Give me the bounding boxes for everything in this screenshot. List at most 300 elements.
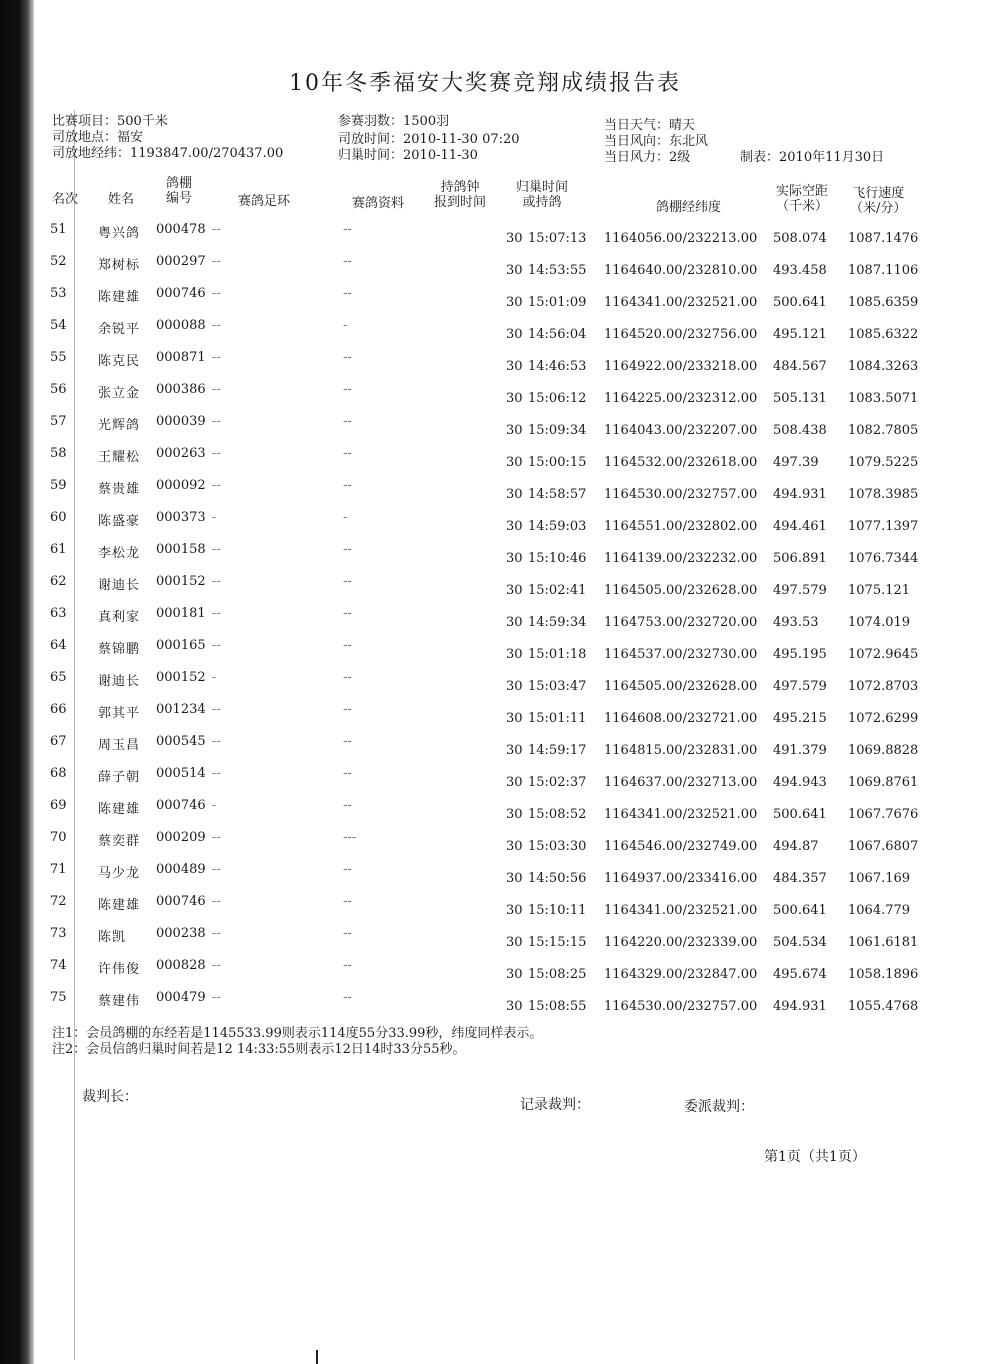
cell-ring: -- [212,702,221,717]
cell-rank: 58 [50,446,67,461]
cell-coord: 1164341.00/232521.00 [604,807,758,822]
cell-id: 000489 [156,862,206,877]
cell-ring: -- [212,318,221,333]
header-loft-no-line1: 鸽棚 [166,176,193,191]
cell-ring: -- [212,478,221,493]
cell-name: 余锐平 [98,322,141,337]
cell-day: 30 [506,551,523,566]
cell-name: 王耀松 [98,450,141,465]
cell-name: 郭其平 [98,706,141,721]
cell-ring: -- [212,862,221,877]
cell-dist: 491.379 [773,743,827,758]
table-row [0,830,1000,854]
cell-day: 30 [506,583,523,598]
cell-id: 000263 [156,446,206,461]
header-coord: 鸽棚经纬度 [656,200,722,215]
table-row [0,350,1000,374]
table-row [0,638,1000,662]
cell-info: --- [343,830,357,845]
cell-rank: 73 [50,926,67,941]
info-coords: 司放地经纬：1193847.00/270437.00 [52,146,284,161]
cell-name: 陈盛豪 [98,514,141,529]
cell-name: 周玉昌 [98,738,141,753]
cell-coord: 1164922.00/233218.00 [604,359,758,374]
cell-name: 蔡建伟 [98,994,141,1009]
cell-id: 000746 [156,286,206,301]
table-row [0,862,1000,886]
header-loft-no-line2: 编号 [166,191,193,206]
cell-info: -- [343,734,352,749]
cell-time: 15:01:18 [528,647,587,662]
cell-id: 000828 [156,958,206,973]
cell-id: 000158 [156,542,206,557]
cell-info: -- [343,798,352,813]
cell-rank: 52 [50,254,67,269]
cell-id: 000152 [156,574,206,589]
header-distance-line2: （千米） [776,199,829,214]
table-row [0,574,1000,598]
cell-rank: 68 [50,766,67,781]
header-clock-line2: 报到时间 [434,195,487,210]
cell-ring: -- [212,574,221,589]
cell-rank: 62 [50,574,67,589]
cell-name: 真利家 [98,610,141,625]
info-weather: 当日天气：晴天 [604,118,696,133]
cell-time: 15:10:11 [528,903,587,918]
cell-rank: 65 [50,670,67,685]
cell-name: 谢迪长 [98,674,141,689]
cell-info: -- [343,478,352,493]
note-2: 注2：会员信鸽归巢时间若是12 14:33:55则表示12日14时33分55秒。 [52,1042,466,1057]
cell-day: 30 [506,839,523,854]
cell-rank: 71 [50,862,67,877]
cell-dist: 495.674 [773,967,827,982]
table-row [0,926,1000,950]
header-ring: 赛鸽足环 [238,194,291,209]
cell-dist: 493.458 [773,263,827,278]
cell-id: 000545 [156,734,206,749]
cell-rank: 74 [50,958,67,973]
cell-day: 30 [506,295,523,310]
cell-name: 光辉鸽 [98,418,141,433]
cell-ring: -- [212,638,221,653]
cell-coord: 1164530.00/232757.00 [604,487,758,502]
cell-day: 30 [506,615,523,630]
cell-id: 000039 [156,414,206,429]
cell-speed: 1061.6181 [848,935,919,950]
table-row [0,222,1000,246]
cell-info: -- [343,862,352,877]
cell-name: 陈建雄 [98,898,141,913]
cell-name: 蔡奕群 [98,834,141,849]
cell-time: 14:59:34 [528,615,587,630]
cell-speed: 1087.1476 [848,231,919,246]
cell-coord: 1164220.00/232339.00 [604,935,758,950]
cell-time: 15:03:30 [528,839,587,854]
cell-coord: 1164537.00/232730.00 [604,647,758,662]
cell-info: -- [343,670,352,685]
cell-ring: -- [212,926,221,941]
cell-name: 许伟俊 [98,962,141,977]
cell-dist: 508.438 [773,423,827,438]
cell-time: 15:02:41 [528,583,587,598]
table-row [0,318,1000,342]
cell-dist: 494.87 [773,839,819,854]
header-name: 姓名 [108,192,135,207]
info-release-time: 司放时间：2010-11-30 07:20 [338,132,520,147]
cell-info: -- [343,894,352,909]
header-rank: 名次 [52,192,79,207]
cell-coord: 1164546.00/232749.00 [604,839,758,854]
cell-day: 30 [506,903,523,918]
cell-day: 30 [506,935,523,950]
cell-coord: 1164225.00/232312.00 [604,391,758,406]
cell-id: 000514 [156,766,206,781]
cell-coord: 1164637.00/232713.00 [604,775,758,790]
cell-ring: -- [212,766,221,781]
cell-speed: 1082.7805 [848,423,919,438]
table-row [0,510,1000,534]
table-row [0,670,1000,694]
cell-speed: 1072.6299 [848,711,919,726]
cell-speed: 1055.4768 [848,999,919,1014]
header-speed [850,186,906,216]
cell-rank: 53 [50,286,67,301]
cell-rank: 59 [50,478,67,493]
cell-speed: 1077.1397 [848,519,919,534]
cell-rank: 67 [50,734,67,749]
cell-time: 14:56:04 [528,327,587,342]
cell-time: 14:46:53 [528,359,587,374]
page-number: 第1页（共1页） [764,1149,866,1165]
cell-day: 30 [506,263,523,278]
cell-rank: 75 [50,990,67,1005]
table-row [0,382,1000,406]
cell-info: -- [343,286,352,301]
cell-info: -- [343,254,352,269]
cell-info: -- [343,382,352,397]
cell-dist: 495.195 [773,647,827,662]
cell-info: -- [343,446,352,461]
cell-rank: 60 [50,510,67,525]
cell-speed: 1069.8828 [848,743,919,758]
cell-info: -- [343,542,352,557]
cell-coord: 1164329.00/232847.00 [604,967,758,982]
cell-rank: 55 [50,350,67,365]
cell-ring: -- [212,382,221,397]
table-row [0,766,1000,790]
cell-id: 000209 [156,830,206,845]
cell-name: 薛子朝 [98,770,141,785]
cell-id: 000152 [156,670,206,685]
cell-rank: 51 [50,222,67,237]
cell-day: 30 [506,871,523,886]
cell-dist: 484.567 [773,359,827,374]
cell-dist: 494.931 [773,487,827,502]
info-made-date: 制表：2010年11月30日 [740,150,885,165]
cell-time: 15:00:15 [528,455,587,470]
cell-speed: 1076.7344 [848,551,919,566]
cell-rank: 57 [50,414,67,429]
cell-day: 30 [506,327,523,342]
cell-day: 30 [506,487,523,502]
cell-time: 15:03:47 [528,679,587,694]
cell-name: 陈建雄 [98,802,141,817]
cell-rank: 56 [50,382,67,397]
cell-coord: 1164520.00/232756.00 [604,327,758,342]
cell-speed: 1072.9645 [848,647,919,662]
cell-coord: 1164753.00/232720.00 [604,615,758,630]
cell-day: 30 [506,743,523,758]
cell-dist: 497.579 [773,583,827,598]
cell-time: 14:50:56 [528,871,587,886]
table-row [0,254,1000,278]
cell-day: 30 [506,967,523,982]
cell-name: 陈克民 [98,354,141,369]
cell-id: 000165 [156,638,206,653]
cell-coord: 1164815.00/232831.00 [604,743,758,758]
cell-dist: 497.39 [773,455,819,470]
signature-appointed-judge: 委派裁判： [684,1099,754,1115]
cell-name: 粤兴鸽 [98,226,141,241]
cell-coord: 1164341.00/232521.00 [604,903,758,918]
cell-ring: -- [212,606,221,621]
cell-speed: 1074.019 [848,615,911,630]
cell-speed: 1085.6322 [848,327,919,342]
cell-time: 15:02:37 [528,775,587,790]
cell-info: -- [343,350,352,365]
info-event: 比赛项目：500千米 [52,114,168,129]
cell-ring: - [212,510,217,525]
cell-id: 000088 [156,318,206,333]
table-row [0,702,1000,726]
cell-day: 30 [506,999,523,1014]
cell-info: -- [343,638,352,653]
cell-speed: 1079.5225 [848,455,919,470]
cell-rank: 70 [50,830,67,845]
cell-name: 张立金 [98,386,141,401]
cell-dist: 497.579 [773,679,827,694]
cell-coord: 1164551.00/232802.00 [604,519,758,534]
header-speed-line2: （米/分） [850,201,907,216]
table-row [0,734,1000,758]
cell-coord: 1164341.00/232521.00 [604,295,758,310]
cell-ring: -- [212,254,221,269]
cell-day: 30 [506,231,523,246]
cell-rank: 61 [50,542,67,557]
cell-time: 15:09:34 [528,423,587,438]
info-wind-direction: 当日风向：东北风 [604,134,709,149]
cell-dist: 484.357 [773,871,827,886]
cell-time: 14:59:17 [528,743,587,758]
cell-id: 000297 [156,254,206,269]
cell-rank: 69 [50,798,67,813]
scan-mark [316,1350,318,1364]
cell-speed: 1085.6359 [848,295,919,310]
cell-ring: -- [212,958,221,973]
header-info: 赛鸽资料 [352,196,405,211]
cell-ring: - [212,798,217,813]
cell-ring: -- [212,990,221,1005]
cell-day: 30 [506,359,523,374]
cell-day: 30 [506,807,523,822]
cell-dist: 500.641 [773,807,827,822]
cell-name: 蔡锦鹏 [98,642,141,657]
cell-name: 马少龙 [98,866,141,881]
cell-info: -- [343,606,352,621]
cell-coord: 1164937.00/233416.00 [604,871,758,886]
cell-speed: 1072.8703 [848,679,919,694]
cell-time: 15:15:15 [528,935,587,950]
cell-id: 000386 [156,382,206,397]
cell-coord: 1164530.00/232757.00 [604,999,758,1014]
cell-id: 000478 [156,222,206,237]
cell-speed: 1067.169 [848,871,911,886]
cell-time: 15:07:13 [528,231,587,246]
cell-rank: 54 [50,318,67,333]
cell-dist: 506.891 [773,551,827,566]
table-row [0,286,1000,310]
cell-speed: 1083.5071 [848,391,919,406]
cell-name: 陈凯 [98,930,127,945]
cell-dist: 494.943 [773,775,827,790]
cell-dist: 500.641 [773,903,827,918]
cell-dist: 494.461 [773,519,827,534]
table-row [0,446,1000,470]
cell-dist: 495.121 [773,327,827,342]
info-return-time: 归巢时间：2010-11-30 [338,148,478,163]
header-clock-line1: 持鸽钟 [440,180,480,195]
cell-id: 000746 [156,894,206,909]
note-1: 注1：会员鸽棚的东经若是1145533.99则表示114度55分33.99秒，纬度同样表示。 [52,1026,543,1041]
cell-speed: 1075.121 [848,583,911,598]
cell-day: 30 [506,679,523,694]
cell-speed: 1058.1896 [848,967,919,982]
table-row [0,958,1000,982]
table-row [0,414,1000,438]
cell-time: 14:59:03 [528,519,587,534]
cell-id: 000746 [156,798,206,813]
cell-name: 郑树标 [98,258,141,273]
cell-coord: 1164505.00/232628.00 [604,583,758,598]
cell-info: -- [343,766,352,781]
header-distance [776,184,828,214]
cell-id: 000373 [156,510,206,525]
cell-time: 14:53:55 [528,263,587,278]
header-return-line2: 或持鸽 [522,195,562,210]
cell-day: 30 [506,775,523,790]
cell-ring: -- [212,286,221,301]
cell-id: 001234 [156,702,206,717]
cell-ring: -- [212,222,221,237]
table-row [0,798,1000,822]
header-loft-no [166,176,192,206]
cell-info: -- [343,414,352,429]
cell-time: 15:08:25 [528,967,587,982]
cell-day: 30 [506,647,523,662]
cell-speed: 1067.7676 [848,807,919,822]
cell-ring: -- [212,734,221,749]
cell-rank: 66 [50,702,67,717]
cell-time: 14:58:57 [528,487,587,502]
cell-name: 蔡贵雄 [98,482,141,497]
cell-time: 15:08:52 [528,807,587,822]
table-row [0,478,1000,502]
cell-day: 30 [506,391,523,406]
cell-info: - [343,318,348,333]
info-location: 司放地点：福安 [52,130,144,145]
cell-ring: -- [212,894,221,909]
cell-time: 15:01:09 [528,295,587,310]
cell-coord: 1164043.00/232207.00 [604,423,758,438]
cell-info: -- [343,702,352,717]
cell-speed: 1064.779 [848,903,911,918]
cell-time: 15:10:46 [528,551,587,566]
cell-coord: 1164505.00/232628.00 [604,679,758,694]
cell-info: -- [343,926,352,941]
cell-speed: 1084.3263 [848,359,919,374]
cell-coord: 1164640.00/232810.00 [604,263,758,278]
cell-dist: 504.534 [773,935,827,950]
cell-info: -- [343,574,352,589]
header-clock [434,180,486,210]
header-speed-line1: 飞行速度 [852,186,905,201]
cell-day: 30 [506,519,523,534]
cell-name: 陈建雄 [98,290,141,305]
cell-ring: -- [212,350,221,365]
cell-speed: 1067.6807 [848,839,919,854]
cell-coord: 1164056.00/232213.00 [604,231,758,246]
cell-time: 15:08:55 [528,999,587,1014]
cell-dist: 500.641 [773,295,827,310]
cell-time: 15:06:12 [528,391,587,406]
cell-rank: 72 [50,894,67,909]
cell-coord: 1164139.00/232232.00 [604,551,758,566]
header-return-line1: 归巢时间 [516,180,569,195]
cell-dist: 508.074 [773,231,827,246]
signature-recorder: 记录裁判： [520,1097,590,1113]
table-row [0,606,1000,630]
cell-id: 000871 [156,350,206,365]
cell-coord: 1164532.00/232618.00 [604,455,758,470]
cell-day: 30 [506,423,523,438]
table-row [0,894,1000,918]
report-title: 10年冬季福安大奖赛竞翔成绩报告表 [289,71,681,96]
table-row [0,990,1000,1014]
cell-time: 15:01:11 [528,711,587,726]
cell-day: 30 [506,711,523,726]
cell-info: -- [343,222,352,237]
table-row [0,542,1000,566]
cell-ring: -- [212,446,221,461]
cell-ring: -- [212,830,221,845]
cell-id: 000238 [156,926,206,941]
cell-name: 谢迪长 [98,578,141,593]
cell-rank: 63 [50,606,67,621]
header-distance-line1: 实际空距 [776,184,829,199]
cell-ring: - [212,670,217,685]
cell-info: - [343,510,348,525]
cell-dist: 493.53 [773,615,819,630]
cell-id: 000092 [156,478,206,493]
cell-speed: 1087.1106 [848,263,919,278]
cell-dist: 494.931 [773,999,827,1014]
cell-dist: 495.215 [773,711,827,726]
cell-id: 000479 [156,990,206,1005]
cell-day: 30 [506,455,523,470]
cell-dist: 505.131 [773,391,827,406]
signature-chief-judge: 裁判长： [82,1089,138,1105]
